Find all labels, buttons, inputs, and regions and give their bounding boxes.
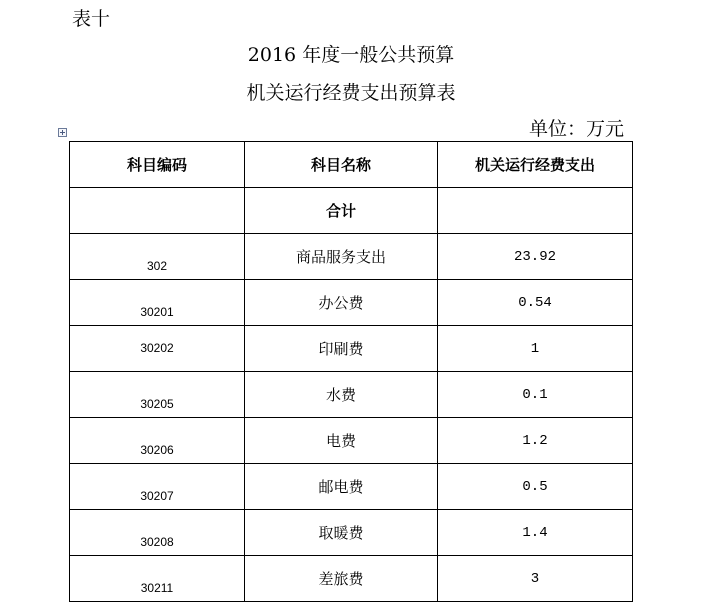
table-row <box>70 280 633 326</box>
column-header-amount: 机关运行经费支出 <box>438 142 633 188</box>
column-header-code: 科目编码 <box>70 142 245 188</box>
code-text: 30206 <box>140 443 174 457</box>
cell-name: 邮电费 <box>245 464 438 510</box>
table-number-label: 表十 <box>72 8 111 30</box>
table-row-total <box>70 188 633 234</box>
cell-code <box>70 188 245 234</box>
cell-name: 合计 <box>245 188 438 234</box>
document-title: 2016 年度一般公共预算 <box>247 44 455 66</box>
table-row <box>70 510 633 556</box>
code-text: 30201 <box>140 305 174 319</box>
cell-amount: 23.92 <box>438 234 633 280</box>
cell-amount: 3 <box>438 556 633 602</box>
cell-amount: 0.5 <box>438 464 633 510</box>
cell-name: 商品服务支出 <box>245 234 438 280</box>
code-text: 30211 <box>140 581 174 595</box>
cell-name: 印刷费 <box>245 326 438 372</box>
cell-amount: 0.1 <box>438 372 633 418</box>
table-row <box>70 234 633 280</box>
table-row <box>70 326 633 372</box>
code-text: 30202 <box>140 341 174 355</box>
cell-name: 取暖费 <box>245 510 438 556</box>
table-row <box>70 464 633 510</box>
unit-label: 单位：万元 <box>528 118 624 140</box>
table-move-handle-icon[interactable] <box>58 128 67 137</box>
code-text: 30208 <box>140 535 174 549</box>
cell-name: 电费 <box>245 418 438 464</box>
cell-amount: 1.4 <box>438 510 633 556</box>
table-row <box>70 418 633 464</box>
cell-amount: 1.2 <box>438 418 633 464</box>
code-text: 30207 <box>140 489 174 503</box>
cell-name: 办公费 <box>245 280 438 326</box>
code-text: 302 <box>146 259 168 273</box>
table-header-row <box>70 142 633 188</box>
cell-code <box>70 234 245 280</box>
cell-amount: 1 <box>438 326 633 372</box>
cell-code <box>70 556 245 602</box>
budget-table <box>69 141 633 602</box>
cell-code <box>70 464 245 510</box>
cell-code <box>70 372 245 418</box>
cell-code <box>70 510 245 556</box>
cell-amount <box>438 188 633 234</box>
table-row <box>70 372 633 418</box>
cell-name: 差旅费 <box>245 556 438 602</box>
document-subtitle: 机关运行经费支出预算表 <box>246 82 456 104</box>
cell-name: 水费 <box>245 372 438 418</box>
cell-amount: 0.54 <box>438 280 633 326</box>
cell-code <box>70 326 245 372</box>
cell-code <box>70 418 245 464</box>
table-row <box>70 556 633 602</box>
cell-code <box>70 280 245 326</box>
column-header-name: 科目名称 <box>245 142 438 188</box>
code-text: 30205 <box>140 397 174 411</box>
